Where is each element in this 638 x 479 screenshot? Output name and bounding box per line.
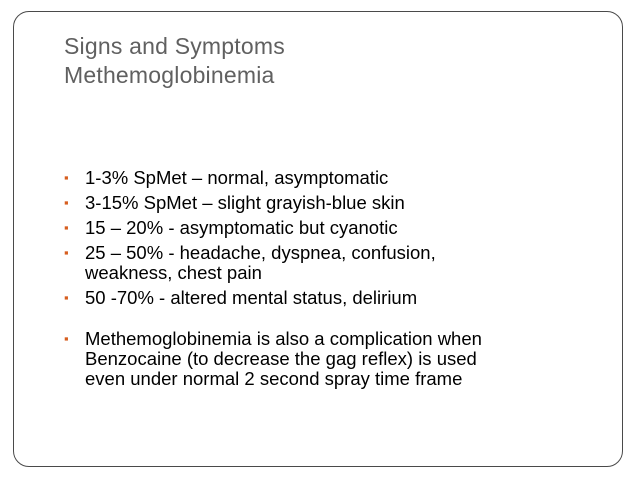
bullet-text: Benzocaine (to decrease the gag reflex) is used — [85, 348, 477, 369]
bullet-item-2 — [64, 193, 604, 213]
bullet-text: even under normal 2 second spray time frame — [85, 368, 463, 389]
square-bullet-icon: ▪ — [64, 331, 69, 346]
square-bullet-icon: ▪ — [64, 245, 69, 260]
bullet-item-6 — [64, 329, 604, 389]
bullet-text: 15 – 20% - asymptomatic but cyanotic — [85, 217, 398, 238]
bullet-item-1 — [64, 168, 604, 188]
square-bullet-icon: ▪ — [64, 170, 69, 185]
bullet-item-3 — [64, 218, 604, 238]
bullet-text: 50 -70% - altered mental status, delirium — [85, 287, 418, 308]
slide-title — [64, 32, 584, 90]
bullet-item-4 — [64, 243, 604, 283]
title-line-2: Methemoglobinemia — [64, 62, 275, 88]
bullet-text: 25 – 50% - headache, dyspnea, confusion, — [85, 242, 436, 263]
bullet-list — [64, 168, 604, 394]
square-bullet-icon: ▪ — [64, 220, 69, 235]
bullet-text: 3-15% SpMet – slight grayish-blue skin — [85, 192, 405, 213]
bullet-text: 1-3% SpMet – normal, asymptomatic — [85, 167, 389, 188]
title-line-1: Signs and Symptoms — [64, 33, 285, 59]
square-bullet-icon: ▪ — [64, 290, 69, 305]
bullet-item-5 — [64, 288, 604, 308]
bullet-text: weakness, chest pain — [85, 262, 262, 283]
bullet-text: Methemoglobinemia is also a complication when — [85, 328, 482, 349]
square-bullet-icon: ▪ — [64, 195, 69, 210]
